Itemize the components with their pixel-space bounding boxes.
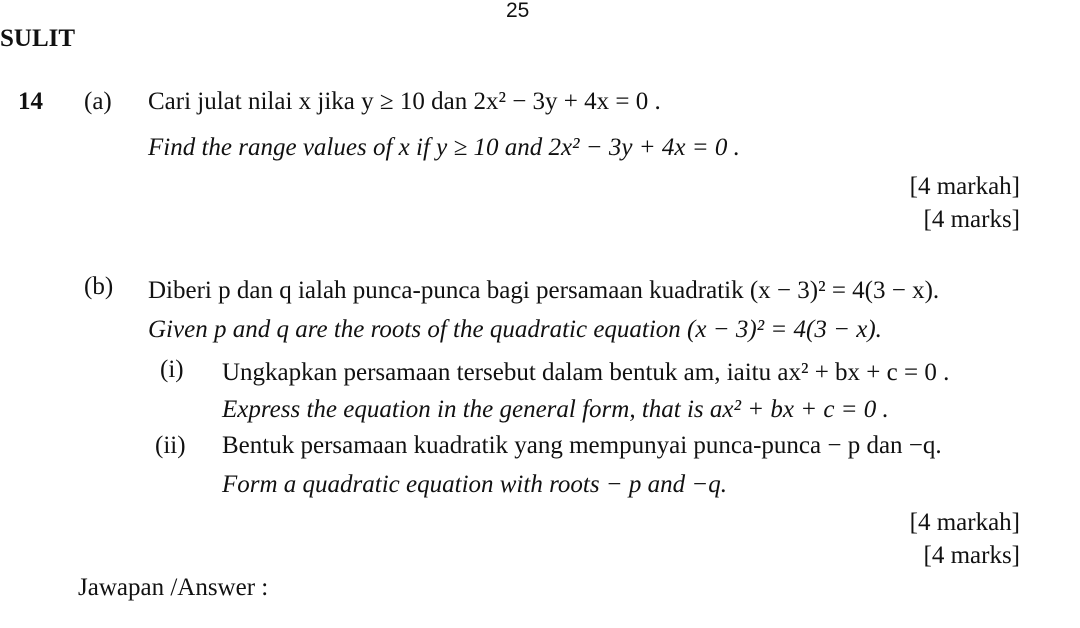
sub-ii-text-malay: Bentuk persamaan kuadratik yang mempunyai punca-punca − p dan −q. [222,432,942,459]
answer-label: Jawapan /Answer : [78,574,269,601]
classification-label: SULIT [0,25,76,52]
part-b-marks-english: [4 marks] [923,542,1020,569]
page-number: 25 [506,0,530,22]
sub-ii-label: (ii) [155,432,186,459]
question-number: 14 [18,88,43,115]
sub-i-text-english: Express the equation in the general form, that is ax² + bx + c = 0 . [222,396,889,423]
part-b-marks-malay: [4 markah] [909,509,1020,536]
sub-i-text-malay: Ungkapkan persamaan tersebut dalam bentuk am, iaitu ax² + bx + c = 0 . [222,359,950,386]
part-a-marks-malay: [4 markah] [909,173,1020,200]
part-a-marks-english: [4 marks] [923,206,1020,233]
sub-ii-text-english: Form a quadratic equation with roots − p and −q. [222,471,728,498]
part-a-text-english: Find the range values of x if y ≥ 10 and 2x² − 3y + 4x = 0 . [148,134,740,161]
part-b-text-english: Given p and q are the roots of the quadratic equation (x − 3)² = 4(3 − x). [148,316,882,343]
part-b-text-malay: Diberi p dan q ialah punca-punca bagi persamaan kuadratik (x − 3)² = 4(3 − x). [148,277,940,304]
sub-i-label: (i) [160,356,184,383]
part-b-label: (b) [84,273,114,300]
part-a-text-malay: Cari julat nilai x jika y ≥ 10 dan 2x² − 3y + 4x = 0 . [148,88,661,115]
part-a-label: (a) [84,88,112,115]
